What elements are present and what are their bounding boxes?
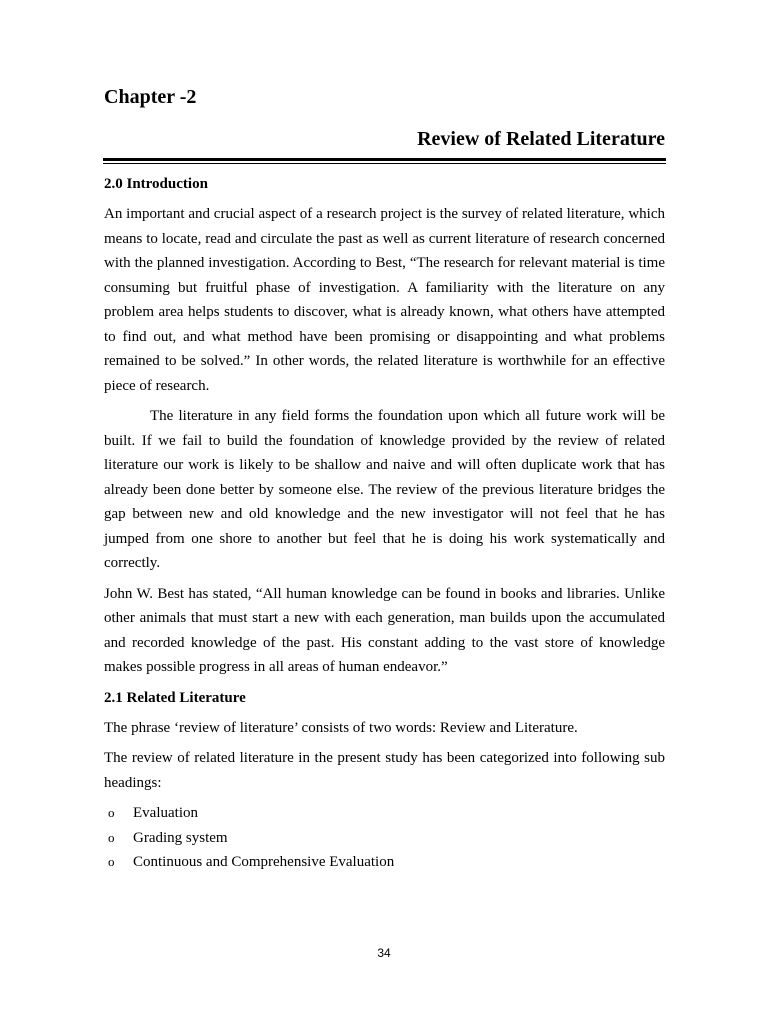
body-text <box>104 172 665 875</box>
list-item-label: Evaluation <box>133 805 198 821</box>
page-number: 34 <box>377 946 391 960</box>
section-heading-introduction: 2.0 Introduction <box>104 176 208 192</box>
list-item-label: Continuous and Comprehensive Evaluation <box>133 854 395 870</box>
paragraph-2: The literature in any field forms the foundation upon which all future work will be built. If we fail to build the foundation of knowledge provided by the review of related literature our work is likely to be shallow and naive and will often duplicate work that has already been done better by someone else. The review of the previous literature bridges the gap between new and old knowledge and the new investigator will not feel that he has jumped from one shore to another but feel that he is doing his work systematically and correctly. <box>104 408 665 571</box>
chapter-title: Review of Related Literature <box>417 128 665 150</box>
paragraph-3: John W. Best has stated, “All human knowledge can be found in books and libraries. Unlike other animals that must start a new with each generation, man builds upon the accumulated and recorded knowledge of the past. His constant adding to the vast store of knowledge makes possible progress in all areas of human endeavor.” <box>104 585 665 675</box>
paragraph-5: The review of related literature in the present study has been categorized into following sub headings: <box>104 750 665 791</box>
paragraph-4: The phrase ‘review of literature’ consists of two words: Review and Literature. <box>104 719 578 736</box>
section-heading-related-literature: 2.1 Related Literature <box>104 689 246 706</box>
paragraph-1: An important and crucial aspect of a research project is the survey of related literature, which means to locate, read and circulate the past as well as current literature of research concerned with the planned investigation. According to Best, “The research for relevant material is time consuming but fruitful phase of investigation. A familiarity with the literature on any problem area helps students to discover, what is already known, what others have attempted to find out, and what method have been promising or disappointing and what problems remained to be solved.” In other words, the related literature is worthwhile for an effective piece of research. <box>104 206 665 394</box>
list-item <box>104 801 665 826</box>
bullet-marker: o <box>108 854 115 869</box>
chapter-label: Chapter -2 <box>104 86 197 108</box>
title-rule-thick <box>103 158 666 161</box>
subheading-list <box>104 801 665 875</box>
bullet-marker: o <box>108 829 115 845</box>
list-item-label: Grading system <box>133 829 228 846</box>
list-item <box>104 826 665 851</box>
bullet-marker: o <box>108 805 115 820</box>
list-item <box>104 850 665 875</box>
title-rule-thin <box>103 163 666 164</box>
